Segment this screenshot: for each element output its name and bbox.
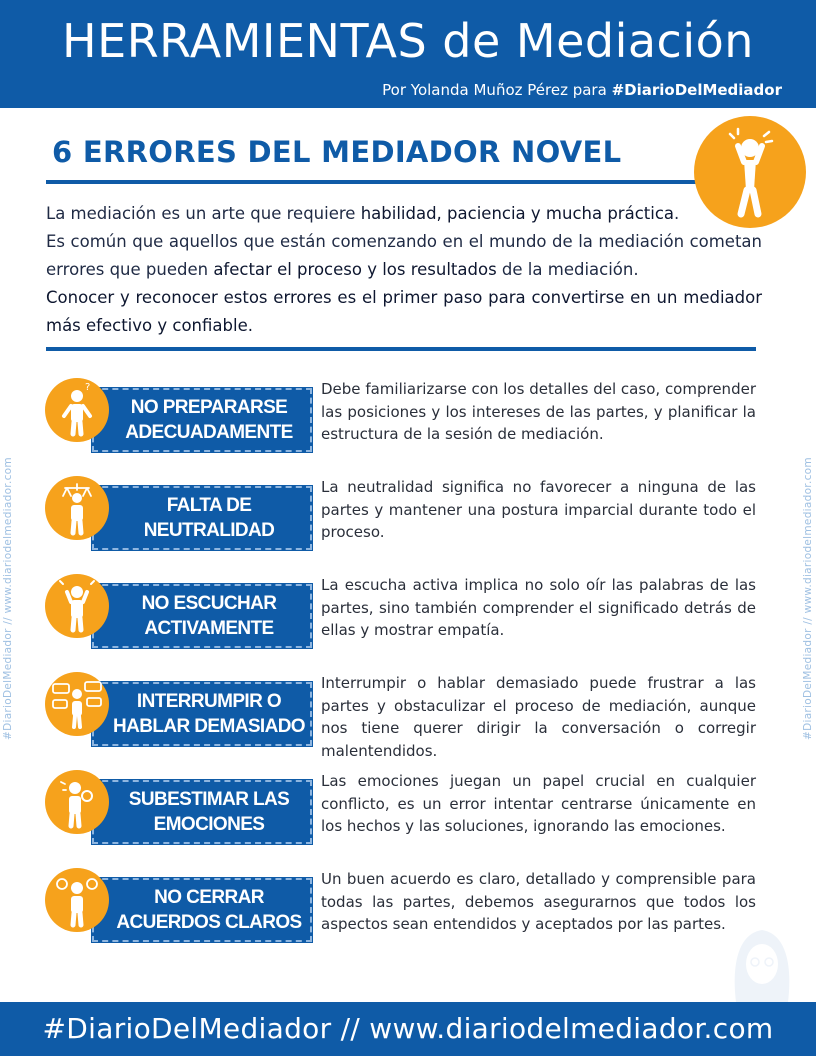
intro-paragraph-2	[46, 228, 762, 284]
error-label-box	[92, 878, 312, 942]
intro-p1-end: .	[674, 204, 680, 223]
error-description: La neutralidad significa no favorecer a ninguna de las partes y mantener una postura imparcial durante todo el proceso.	[321, 478, 756, 541]
side-text-left: #DiarioDelMediador // www.diariodelmediador.com	[2, 457, 14, 740]
footer-text: #DiarioDelMediador // www.diariodelmediador.com	[42, 1012, 774, 1045]
error-item-6	[0, 868, 816, 948]
intro-p1-text: La mediación es un arte que requiere	[46, 204, 361, 223]
talking-speech-bubbles-icon	[45, 672, 109, 736]
intro-text	[46, 200, 762, 340]
error-label: NO PREPARARSE ADECUADAMENTE	[125, 397, 293, 443]
intro-p2-end: de la mediación.	[496, 260, 639, 279]
byline	[382, 81, 782, 99]
error-label-box	[92, 780, 312, 844]
confused-person-icon	[45, 378, 109, 442]
intro-paragraph-1	[46, 200, 762, 228]
intro-p1-highlight: habilidad, paciencia y mucha práctica	[360, 204, 675, 223]
byline-brand: #DiarioDelMediador	[611, 81, 782, 99]
intro-paragraph-3: Conocer y reconocer estos errores es el primer paso para convertirse en un mediador más efectivo y confiable.	[46, 288, 762, 335]
error-item-1	[0, 378, 816, 458]
footer-banner	[0, 1002, 816, 1056]
disagreement-person-icon	[45, 868, 109, 932]
error-label: NO ESCUCHAR ACTIVAMENTE	[141, 593, 277, 639]
error-label: SUBESTIMAR LAS EMOCIONES	[128, 789, 290, 835]
error-item-5	[0, 770, 816, 850]
error-description: Las emociones juegan un papel crucial en cualquier conflicto, es un error intentar centrarse únicamente en los hechos y las soluciones, ignorando las emociones.	[321, 772, 756, 835]
section-title: 6 ERRORES DEL MEDIADOR NOVEL	[52, 135, 622, 169]
error-label-box	[92, 584, 312, 648]
covering-ears-person-icon	[45, 574, 109, 638]
error-item-3	[0, 574, 816, 654]
section-divider	[46, 180, 706, 184]
header-banner	[0, 0, 816, 108]
error-description: Debe familiarizarse con los detalles del caso, comprender las posiciones y los intereses de las partes, y planificar la estructura de la sesión de mediación.	[321, 380, 756, 443]
byline-author: Por Yolanda Muñoz Pérez para	[382, 81, 612, 99]
error-item-4	[0, 672, 816, 760]
error-description: Un buen acuerdo es claro, detallado y comprensible para todas las partes, debemos asegurarnos que todos los aspectos sean entendidos y aceptados por las partes.	[321, 870, 756, 933]
page-title: HERRAMIENTAS de Mediación	[62, 14, 754, 68]
watermark-logo-icon	[722, 920, 802, 1002]
side-text-right: #DiarioDelMediador // www.diariodelmediador.com	[802, 457, 814, 740]
error-item-2	[0, 476, 816, 556]
error-label-box	[92, 388, 312, 452]
error-label-box	[92, 682, 312, 746]
error-description: Interrumpir o hablar demasiado puede frustrar a las partes y obstaculizar el proceso de mediación, aunque nos tiene querer dirigir la conversación o corregir malentendidos.	[321, 674, 756, 760]
svg-text:?: ?	[85, 382, 91, 393]
emotional-person-icon	[45, 770, 109, 834]
error-label: INTERRUMPIR O HABLAR DEMASIADO	[112, 691, 305, 737]
intro-p2-highlight: afectar el proceso y los resultados	[213, 260, 497, 279]
intro-divider	[46, 347, 756, 351]
error-label-box	[92, 486, 312, 550]
scales-person-icon	[45, 476, 109, 540]
error-label: NO CERRAR ACUERDOS CLAROS	[116, 887, 302, 933]
error-label: FALTA DE NEUTRALIDAD	[143, 495, 275, 541]
intro-p2-text: Es común que aquellos que están comenzando en el mundo de la mediación cometan errores que pueden	[46, 232, 762, 279]
error-description: La escucha activa implica no solo oír las palabras de las partes, sino también comprender el significado detrás de ellas y mostrar empatía.	[321, 576, 756, 639]
